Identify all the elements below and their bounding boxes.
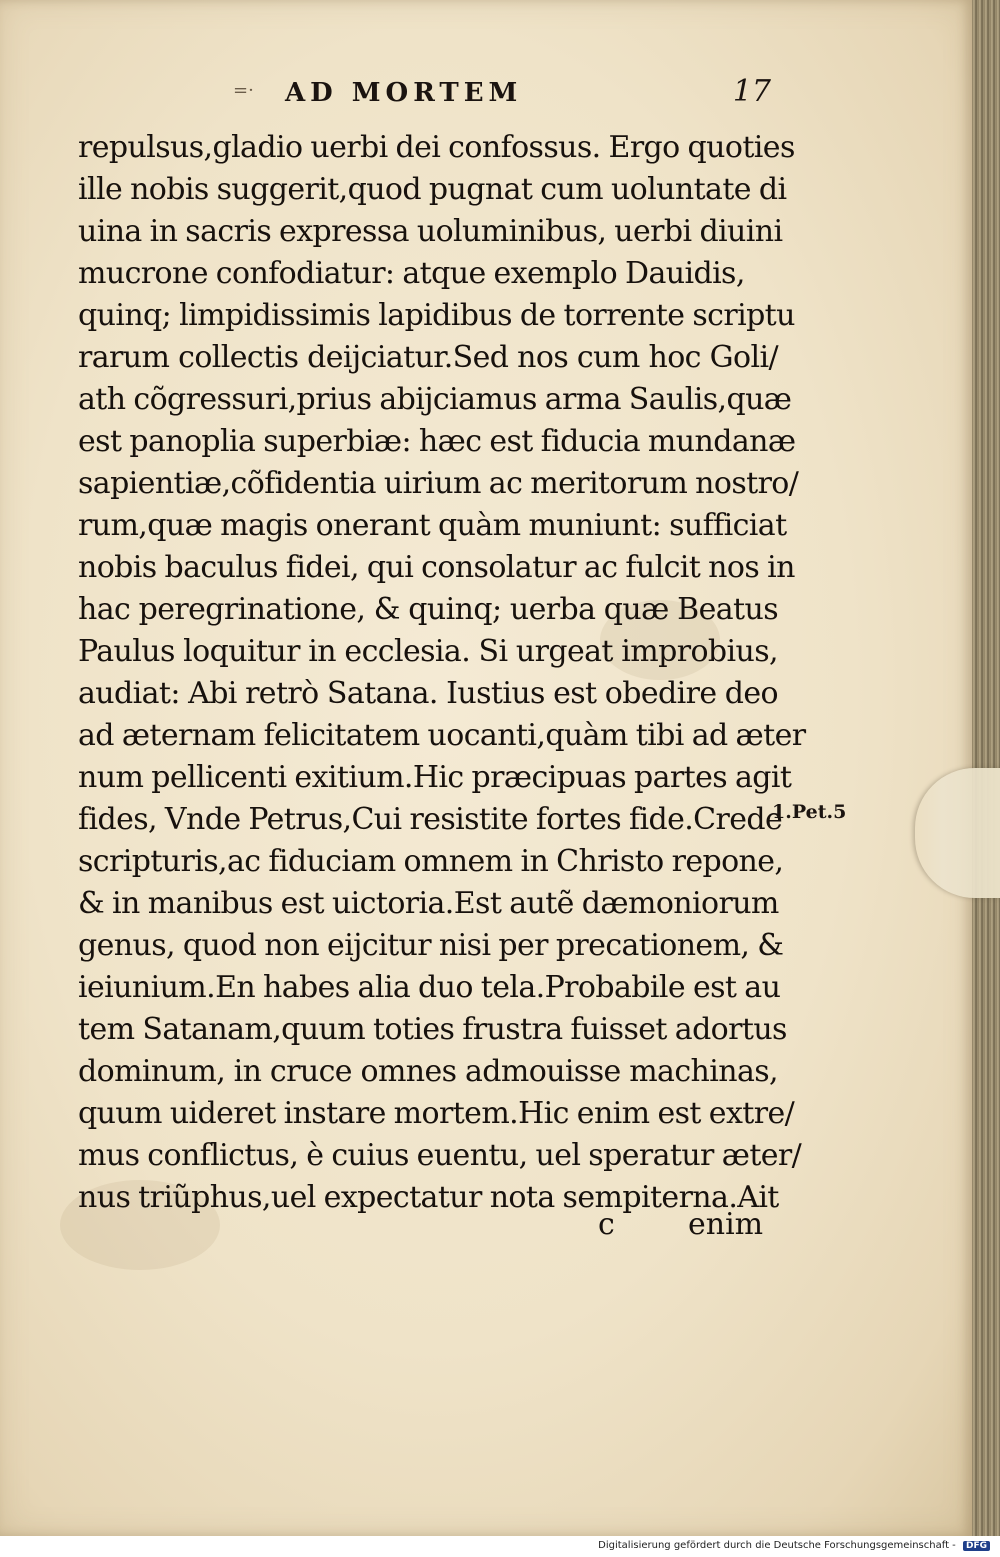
text-line: mus conflictus, è cuius euentu, uel speratur æter/	[78, 1138, 802, 1173]
text-line: ille nobis suggerit,quod pugnat cum uoluntate di	[78, 172, 787, 207]
text-line: fides, Vnde Petrus,Cui resistite fortes fide.Crede	[78, 802, 783, 837]
marginal-note: 1.Pet.5	[772, 801, 847, 823]
text-line: rum,quæ magis onerant quàm muniunt: sufficiat	[78, 508, 787, 543]
text-line: Paulus loquitur in ecclesia. Si urgeat improbius,	[78, 634, 778, 669]
running-head	[225, 74, 785, 114]
text-line: sapientiæ,cõfidentia uirium ac meritorum nostro/	[78, 466, 799, 501]
text-line: scripturis,ac fiduciam omnem in Christo repone,	[78, 844, 784, 879]
text-line: uina in sacris expressa uoluminibus, uerbi diuini	[78, 214, 783, 249]
credit-text: Digitalisierung gefördert durch die Deutsche Forschungsgemeinschaft -	[598, 1540, 956, 1551]
text-line: dominum, in cruce omnes admouisse machinas,	[78, 1054, 778, 1089]
text-line: tem Satanam,quum toties frustra fuisset adortus	[78, 1012, 787, 1047]
text-line: nus triũphus,uel expectatur nota sempiterna.Ait	[78, 1180, 779, 1215]
running-title: AD MORTEM	[285, 78, 523, 108]
text-line: nobis baculus fidei, qui consolatur ac fulcit nos in	[78, 550, 795, 585]
text-line: ieiunium.En habes alia duo tela.Probabile est au	[78, 970, 781, 1005]
head-ornament: =·	[233, 80, 254, 101]
text-line: quum uideret instare mortem.Hic enim est extre/	[78, 1096, 795, 1131]
page-number: 17	[732, 74, 771, 109]
text-line: ad æternam felicitatem uocanti,quàm tibi ad æter	[78, 718, 806, 753]
text-line: audiat: Abi retrò Satana. Iustius est obedire deo	[78, 676, 778, 711]
text-line: rarum collectis deijciatur.Sed nos cum hoc Goli/	[78, 340, 778, 375]
text-line: est panoplia superbiæ: hæc est fiducia mundanæ	[78, 424, 796, 459]
catchword: enim	[688, 1207, 764, 1242]
dfg-logo: DFG	[963, 1541, 990, 1551]
text-line: ath cõgressuri,prius abijciamus arma Saulis,quæ	[78, 382, 792, 417]
text-line: repulsus,gladio uerbi dei confossus. Ergo quoties	[78, 130, 795, 165]
text-line: & in manibus est uictoria.Est autẽ dæmoniorum	[78, 886, 779, 921]
signature-mark: c	[598, 1207, 615, 1242]
text-line: genus, quod non eijcitur nisi per precationem, &	[78, 928, 784, 963]
text-line: num pellicenti exitium.Hic præcipuas partes agit	[78, 760, 792, 795]
text-line: hac peregrinatione, & quinq; uerba quæ Beatus	[78, 592, 778, 627]
digitization-credit	[598, 1540, 990, 1551]
text-line: quinq; limpidissimis lapidibus de torrente scriptu	[78, 298, 795, 333]
body-text	[78, 127, 806, 1219]
text-line: mucrone confodiatur: atque exemplo Dauidis,	[78, 256, 745, 291]
